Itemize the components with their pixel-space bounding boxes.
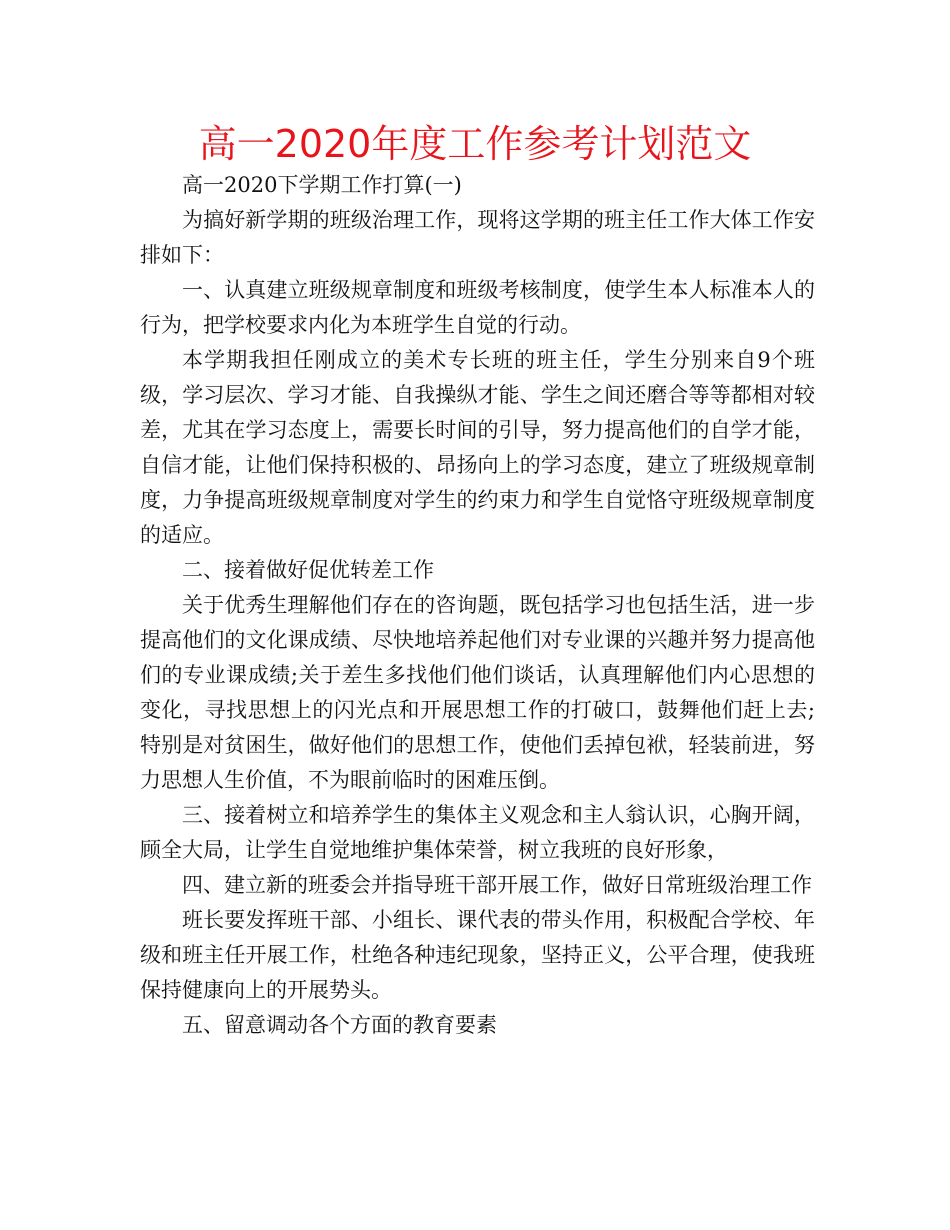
section-two-heading: 二、接着做好促优转差工作 xyxy=(182,558,434,582)
body-paragraph: 本学期我担任刚成立的美术专长班的班主任，学生分别来自9个班级，学习层次、学习才能、自我操纵才能、学生之间还磨合等等都相对较差，尤其在学习态度上，需要长时间的引导，努力提高他们的自学才能，自信才能，让他们保持积极的、昂扬向上的学习态度，建立了班级规章制度，力争提高班级规章制度对学生的约束力和学生自觉恪守班级规章制度的适应。 xyxy=(140,348,815,547)
body-paragraph: 关于优秀生理解他们存在的咨询题，既包括学习也包括生活，进一步提高他们的文化课成绩、尽快地培养起他们对专业课的兴趣并努力提高他们的专业课成绩;关于差生多找他们他们谈话，认真理解他们内心思想的变化，寻找思想上的闪光点和开展思想工作的打破口，鼓舞他们赶上去;特别是对贫困生，做好他们的思想工作，使他们丢掉包袱，轻装前进，努力思想人生价值，不为眼前临时的困难压倒。 xyxy=(140,593,815,792)
document-title: 高一2020年度工作参考计划范文 xyxy=(198,122,752,166)
section-four-heading: 四、建立新的班委会并指导班干部开展工作，做好日常班级治理工作 xyxy=(182,873,812,897)
subtitle-paragraph: 高一2020下学期工作打算(一) xyxy=(182,173,462,197)
section-one-paragraph: 一、认真建立班级规章制度和班级考核制度，使学生本人标准本人的行为，把学校要求内化为本班学生自觉的行动。 xyxy=(140,278,815,337)
body-paragraph: 班长要发挥班干部、小组长、课代表的带头作用，积极配合学校、年级和班主任开展工作，杜绝各种违纪现象，坚持正义，公平合理，使我班保持健康向上的开展势头。 xyxy=(140,908,815,1002)
document-body xyxy=(140,168,815,1043)
intro-paragraph: 为搞好新学期的班级治理工作，现将这学期的班主任工作大体工作安排如下： xyxy=(140,208,815,267)
section-three-paragraph: 三、接着树立和培养学生的集体主义观念和主人翁认识，心胸开阔，顾全大局，让学生自觉地维护集体荣誉，树立我班的良好形象， xyxy=(140,803,815,862)
section-five-heading: 五、留意调动各个方面的教育要素 xyxy=(182,1013,497,1037)
